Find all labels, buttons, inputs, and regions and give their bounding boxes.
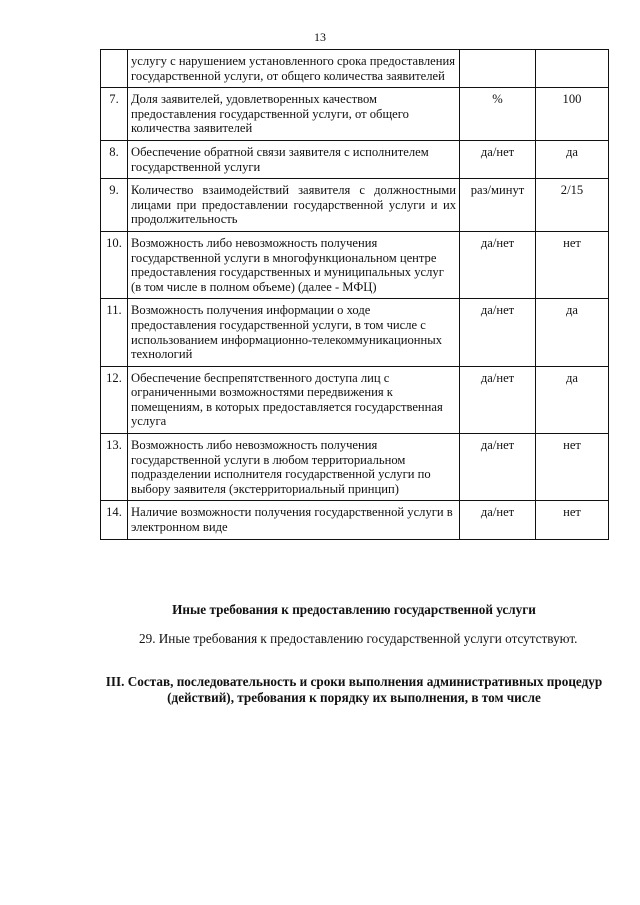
row-number: 11. [101,299,128,366]
value-cell: нет [536,501,609,539]
table-row [101,88,609,141]
unit-cell: да/нет [460,231,536,298]
value-cell: нет [536,231,609,298]
table-row [101,140,609,178]
table-row [101,50,609,88]
table-row [101,231,609,298]
row-number: 7. [101,88,128,141]
unit-cell: да/нет [460,434,536,501]
indicator-name: Доля заявителей, удовлетворенных качеством предоставления государственной услуги, от общего количества заявителей [128,88,460,141]
row-number: 8. [101,140,128,178]
unit-cell: да/нет [460,501,536,539]
value-cell [536,50,609,88]
page-number: 13 [314,30,326,44]
indicator-name: Возможность либо невозможность получения государственной услуги в многофункциональном центре предоставления государственных и муниципальных услуг (в том числе в полном объеме) (далее - МФЦ) [128,231,460,298]
value-cell: 100 [536,88,609,141]
row-number: 12. [101,366,128,433]
value-cell: нет [536,434,609,501]
indicator-name: Наличие возможности получения государственной услуги в электронном виде [128,501,460,539]
row-number [101,50,128,88]
unit-cell: % [460,88,536,141]
table-row [101,434,609,501]
value-cell: да [536,299,609,366]
table-row [101,501,609,539]
table-row [101,366,609,433]
value-cell: да [536,366,609,433]
indicator-name: Возможность либо невозможность получения государственной услуги в любом территориальном подразделении исполнителя государственной услуги по выбору заявителя (экстерриториальный принцип) [128,434,460,501]
unit-cell [460,50,536,88]
unit-cell: да/нет [460,299,536,366]
indicator-name: Количество взаимодействий заявителя с должностными лицами при предоставлении государственной услуги и их продолжительность [128,179,460,232]
unit-cell: раз/минут [460,179,536,232]
row-number: 10. [101,231,128,298]
paragraph-29: 29. Иные требования к предоставлению государственной услуги отсутствуют. [139,631,578,646]
section-heading: Иные требования к предоставлению государственной услуги [172,602,536,617]
row-number: 9. [101,179,128,232]
unit-cell: да/нет [460,366,536,433]
table-row [101,299,609,366]
indicator-name: услугу с нарушением установленного срока предоставления государственной услуги, от общего количества заявителей [128,50,460,88]
indicator-name: Обеспечение обратной связи заявителя с исполнителем государственной услуги [128,140,460,178]
value-cell: да [536,140,609,178]
table-row [101,179,609,232]
indicators-table [100,49,609,540]
value-cell: 2/15 [536,179,609,232]
chapter-heading: III. Состав, последовательность и сроки выполнения административных процедур (действий), требования к порядку их выполнения, в том числе [105,674,603,705]
row-number: 13. [101,434,128,501]
unit-cell: да/нет [460,140,536,178]
indicator-name: Обеспечение беспрепятственного доступа лиц с ограниченными возможностями передвижения к помещениям, в которых предоставляется государственная услуга [128,366,460,433]
indicator-name: Возможность получения информации о ходе предоставления государственной услуги, в том числе с использованием информационно-телекоммуникационных технологий [128,299,460,366]
row-number: 14. [101,501,128,539]
